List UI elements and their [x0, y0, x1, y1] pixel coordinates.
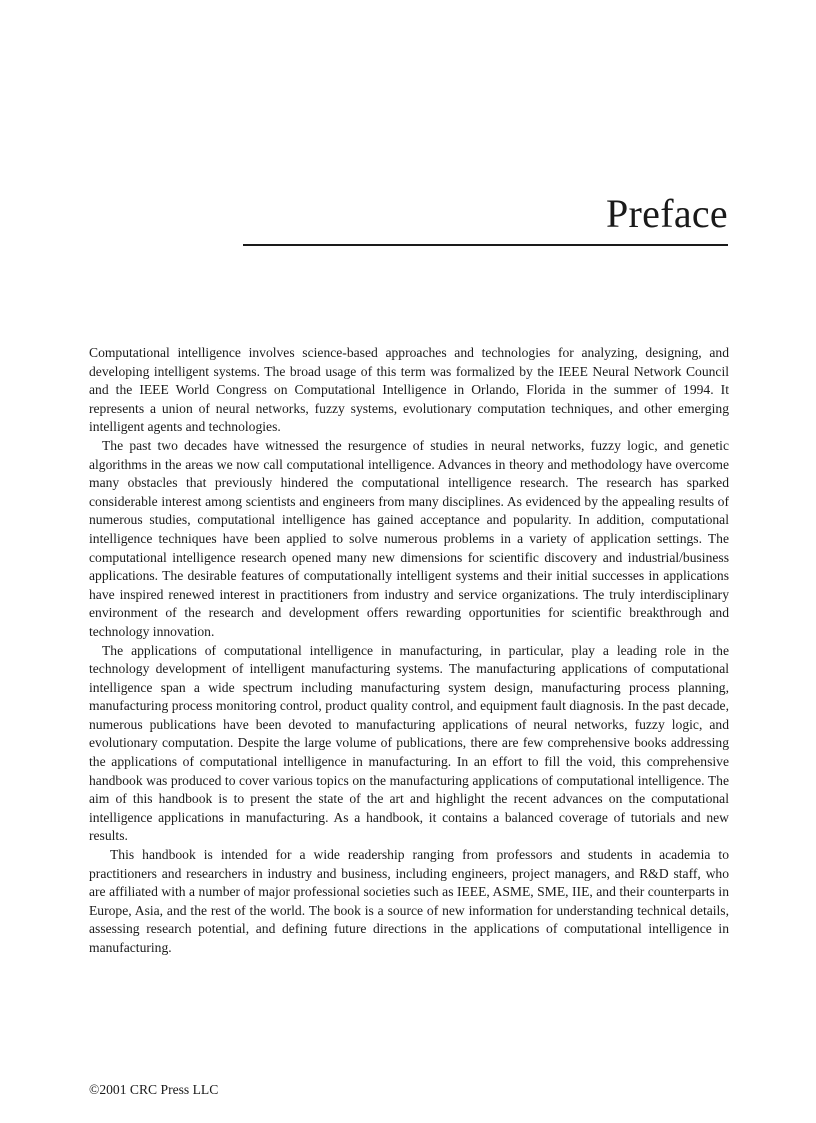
page-title: Preface [605, 191, 728, 236]
title-rule [243, 244, 728, 246]
paragraph-intro: Computational intelligence involves science-based approaches and technologies for analyzing, designing, and developing intelligent systems. The broad usage of this term was formalized by the IEEE Neural Network Council and the IEEE World Congress on Computational Intelligence in Orlando, Florida in the summer of 1994. It represents a union of neural networks, fuzzy systems, evolutionary computation techniques, and other emerging intelligent agents and technologies. [89, 345, 729, 435]
paragraph-readership: This handbook is intended for a wide readership ranging from professors and students in academia to practitioners and researchers in industry and business, including engineers, project managers, and R&D staff, who are affiliated with a number of major professional societies such as IEEE, ASME, SME, IIE, and their counterparts in Europe, Asia, and the rest of the world. The book is a source of new information for understanding technical details, assessing research potential, and defining future directions in the applications of computational intelligence in manufacturing. [89, 847, 729, 955]
copyright-footer: ©2001 CRC Press LLC [89, 1082, 219, 1097]
paragraph-resurgence: The past two decades have witnessed the resurgence of studies in neural networks, fuzzy logic, and genetic algorithms in the areas we now call computational intelligence. Advances in theory and methodology have overcome many obstacles that previously hindered the computational intelligence research. The research has sparked considerable interest among scientists and engineers from many disciplines. As evidenced by the appealing results of numerous studies, computational intelligence has gained acceptance and popularity. In addition, computational intelligence techniques have been applied to solve numerous problems in a variety of application settings. The computational intelligence research opened many new dimensions for scientific discovery and industrial/business applications. The desirable features of computationally intelligent systems and their initial successes in applications have inspired renewed interest in practitioners from industry and service organizations. The truly interdisciplinary environment of the research and development offers rewarding opportunities for scientific breakthrough and technology innovation. [89, 437, 729, 639]
paragraph-manufacturing: The applications of computational intelligence in manufacturing, in particular, play a leading role in the technology development of intelligent manufacturing systems. The manufacturing applications of computational intelligence span a wide spectrum including manufacturing system design, manufacturing process planning, manufacturing process monitoring control, product quality control, and equipment fault diagnosis. In the past decade, numerous publications have been devoted to manufacturing applications of neural networks, fuzzy logic, and evolutionary computation. Despite the large volume of publications, there are few comprehensive books addressing the applications of computational intelligence in manufacturing. In an effort to fill the void, this comprehensive handbook was produced to cover various topics on the manufacturing applications of computational intelligence. The aim of this handbook is to present the state of the art and highlight the recent advances on the computational intelligence applications in manufacturing. As a handbook, it contains a balanced coverage of tutorials and new results. [89, 642, 729, 844]
preface-body [89, 344, 729, 958]
